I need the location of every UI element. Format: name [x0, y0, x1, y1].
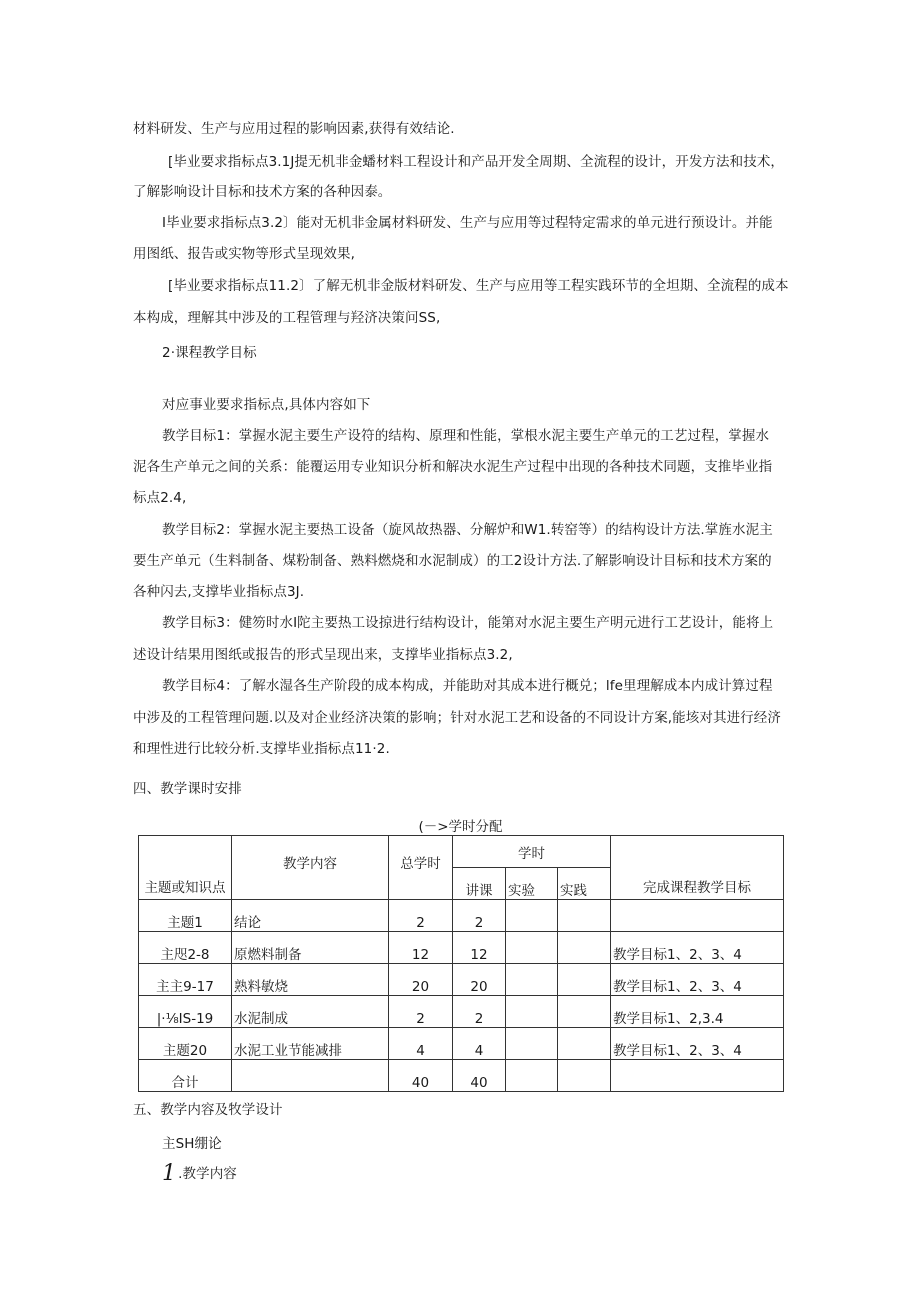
- row-practice: [558, 1028, 611, 1060]
- row-topic: 主咫2-8: [139, 932, 232, 964]
- row-content: 水泥工业节能减排: [232, 1028, 389, 1060]
- row-content: 原燃料制备: [232, 932, 389, 964]
- header-goals: 完成课程教学目标: [611, 836, 784, 900]
- row-topic: |·⅛IS-19: [139, 996, 232, 1028]
- total-experiment: [506, 1060, 558, 1092]
- row-practice: [558, 900, 611, 932]
- requirement-11-2-line-1: [毕业要求指标点11.2〕了解无机非金版材料研发、生产与应用等工程实践环节的全坦期、全流程的成本: [168, 278, 789, 294]
- table-row: [139, 932, 784, 964]
- header-total: 总学时: [389, 836, 453, 900]
- goal-4-line-2: 中涉及的工程管理问题.以及对企业经济决策的影响；针对水泥工艺和设备的不同设计方案,能垓对其进行经济: [133, 710, 781, 726]
- table-row: [139, 964, 784, 996]
- row-topic: 主主9-17: [139, 964, 232, 996]
- row-goals: 教学目标1、2、3、4: [611, 964, 784, 996]
- row-lecture: 2: [453, 900, 506, 932]
- header-hours: 学时: [453, 836, 611, 868]
- goal-4-line-3: 和理性进行比较分析.支撑毕业指标点11·2.: [133, 741, 390, 757]
- goal-4-line-1: 教学目标4：了解水湿各生产阶段的成本构成，并能助对其成本进行概兑；lfe里理解成本内成计算过程: [162, 678, 773, 694]
- total-practice: [558, 1060, 611, 1092]
- hours-table: [138, 835, 784, 1092]
- total-goals: [611, 1060, 784, 1092]
- table-caption: (－>学时分配: [418, 819, 503, 835]
- row-goals: 教学目标1、2、3、4: [611, 932, 784, 964]
- row-experiment: [506, 996, 558, 1028]
- row-experiment: [506, 932, 558, 964]
- goal-3-line-2: 述设计结果用图纸或报告的形式呈现出来，支撑毕业指标点3.2,: [133, 647, 513, 663]
- row-lecture: 12: [453, 932, 506, 964]
- goal-1-line-1: 教学目标1：掌握水泥主要生产设符的结构、原理和性能，掌根水泥主要生产单元的工艺过程，掌握水: [162, 428, 770, 444]
- row-content: 熟料敏烧: [232, 964, 389, 996]
- subsection-teaching-content: [162, 1161, 237, 1186]
- requirement-3-2-line-1: I毕业要求指标点3.2〕能对无机非金属材料研发、生产与应用等过程特定需求的单元进行预设计。并能: [162, 215, 773, 231]
- total-lecture: 40: [453, 1060, 506, 1092]
- total-topic: 合计: [139, 1060, 232, 1092]
- header-lecture: 讲课: [453, 868, 506, 900]
- section-heading-course-goals: 2·课程教学目标: [162, 345, 257, 361]
- row-content: 结论: [232, 900, 389, 932]
- goal-2-line-2: 要生产单元（生料制备、煤粉制备、熟料燃烧和水泥制成）的工2设计方法.了解影响设计目标和技术方案的: [133, 553, 772, 569]
- row-practice: [558, 964, 611, 996]
- goal-2-line-1: 教学目标2：掌握水泥主要热工设备（旋风故热器、分解炉和W1.转窑等）的结构设计方法.掌旌水泥主: [162, 522, 773, 538]
- row-total: 2: [389, 996, 453, 1028]
- goals-intro: 对应事业要求指标点,具体内容如下: [162, 397, 371, 413]
- row-experiment: [506, 900, 558, 932]
- header-practice: 实践: [558, 868, 611, 900]
- row-total: 4: [389, 1028, 453, 1060]
- row-goals: [611, 900, 784, 932]
- header-topic: 主题或知识点: [139, 836, 232, 900]
- row-practice: [558, 996, 611, 1028]
- requirement-3-2-line-2: 用图纸、报告或实物等形式呈现效果,: [133, 246, 355, 262]
- row-lecture: 4: [453, 1028, 506, 1060]
- requirement-3-1-line-1: [毕业要求指标点3.1J提无机非金蟠材料工程设计和产品开发全周期、全流程的设计，开发方法和技术，: [168, 154, 785, 170]
- header-content: 教学内容: [232, 836, 389, 900]
- goal-2-line-3: 各种闪去,支撑毕业指标点3J.: [133, 584, 305, 600]
- row-total: 12: [389, 932, 453, 964]
- paragraph-continuation: 材料研发、生产与应用过程的影响因素,获得有效结论.: [133, 121, 455, 137]
- row-total: 20: [389, 964, 453, 996]
- section-heading-schedule: 四、教学课时安排: [133, 781, 242, 797]
- row-lecture: 2: [453, 996, 506, 1028]
- row-topic: 主题1: [139, 900, 232, 932]
- table-row: [139, 996, 784, 1028]
- topic-heading-intro: 主SH绷论: [162, 1136, 222, 1152]
- section-heading-content-design: 五、教学内容及牧学设计: [133, 1102, 283, 1118]
- goal-3-line-1: 教学目标3：健笏时水I陀主要热工设掠进行结构设计，能第对水泥主要生产明元进行工艺设计，能将上: [162, 615, 774, 631]
- requirement-3-1-line-2: 了解影响设计目标和技术方案的各种因泰。: [133, 184, 392, 200]
- goal-1-line-2: 泥各生产单元之间的关系：能覆运用专业知识分析和解决水泥生产过程中出现的各种技术同题，支推毕业指: [133, 459, 773, 475]
- row-content: 水泥制成: [232, 996, 389, 1028]
- row-topic: 主题20: [139, 1028, 232, 1060]
- row-goals: 教学目标1、2、3、4: [611, 1028, 784, 1060]
- requirement-11-2-line-2: 本构成，理解其中涉及的工程管理与羟济决策问SS,: [133, 310, 441, 326]
- table-row: [139, 1028, 784, 1060]
- total-total: 40: [389, 1060, 453, 1092]
- table-row: [139, 900, 784, 932]
- header-experiment: 实验: [506, 868, 558, 900]
- row-practice: [558, 932, 611, 964]
- total-content: [232, 1060, 389, 1092]
- table-header-row: [139, 836, 784, 868]
- table-total-row: [139, 1060, 784, 1092]
- row-experiment: [506, 1028, 558, 1060]
- subsection-number: 1: [162, 1161, 177, 1186]
- subsection-title: .教学内容: [178, 1166, 237, 1182]
- row-goals: 教学目标1、2,3.4: [611, 996, 784, 1028]
- row-experiment: [506, 964, 558, 996]
- goal-1-line-3: 标点2.4,: [133, 490, 187, 506]
- row-total: 2: [389, 900, 453, 932]
- row-lecture: 20: [453, 964, 506, 996]
